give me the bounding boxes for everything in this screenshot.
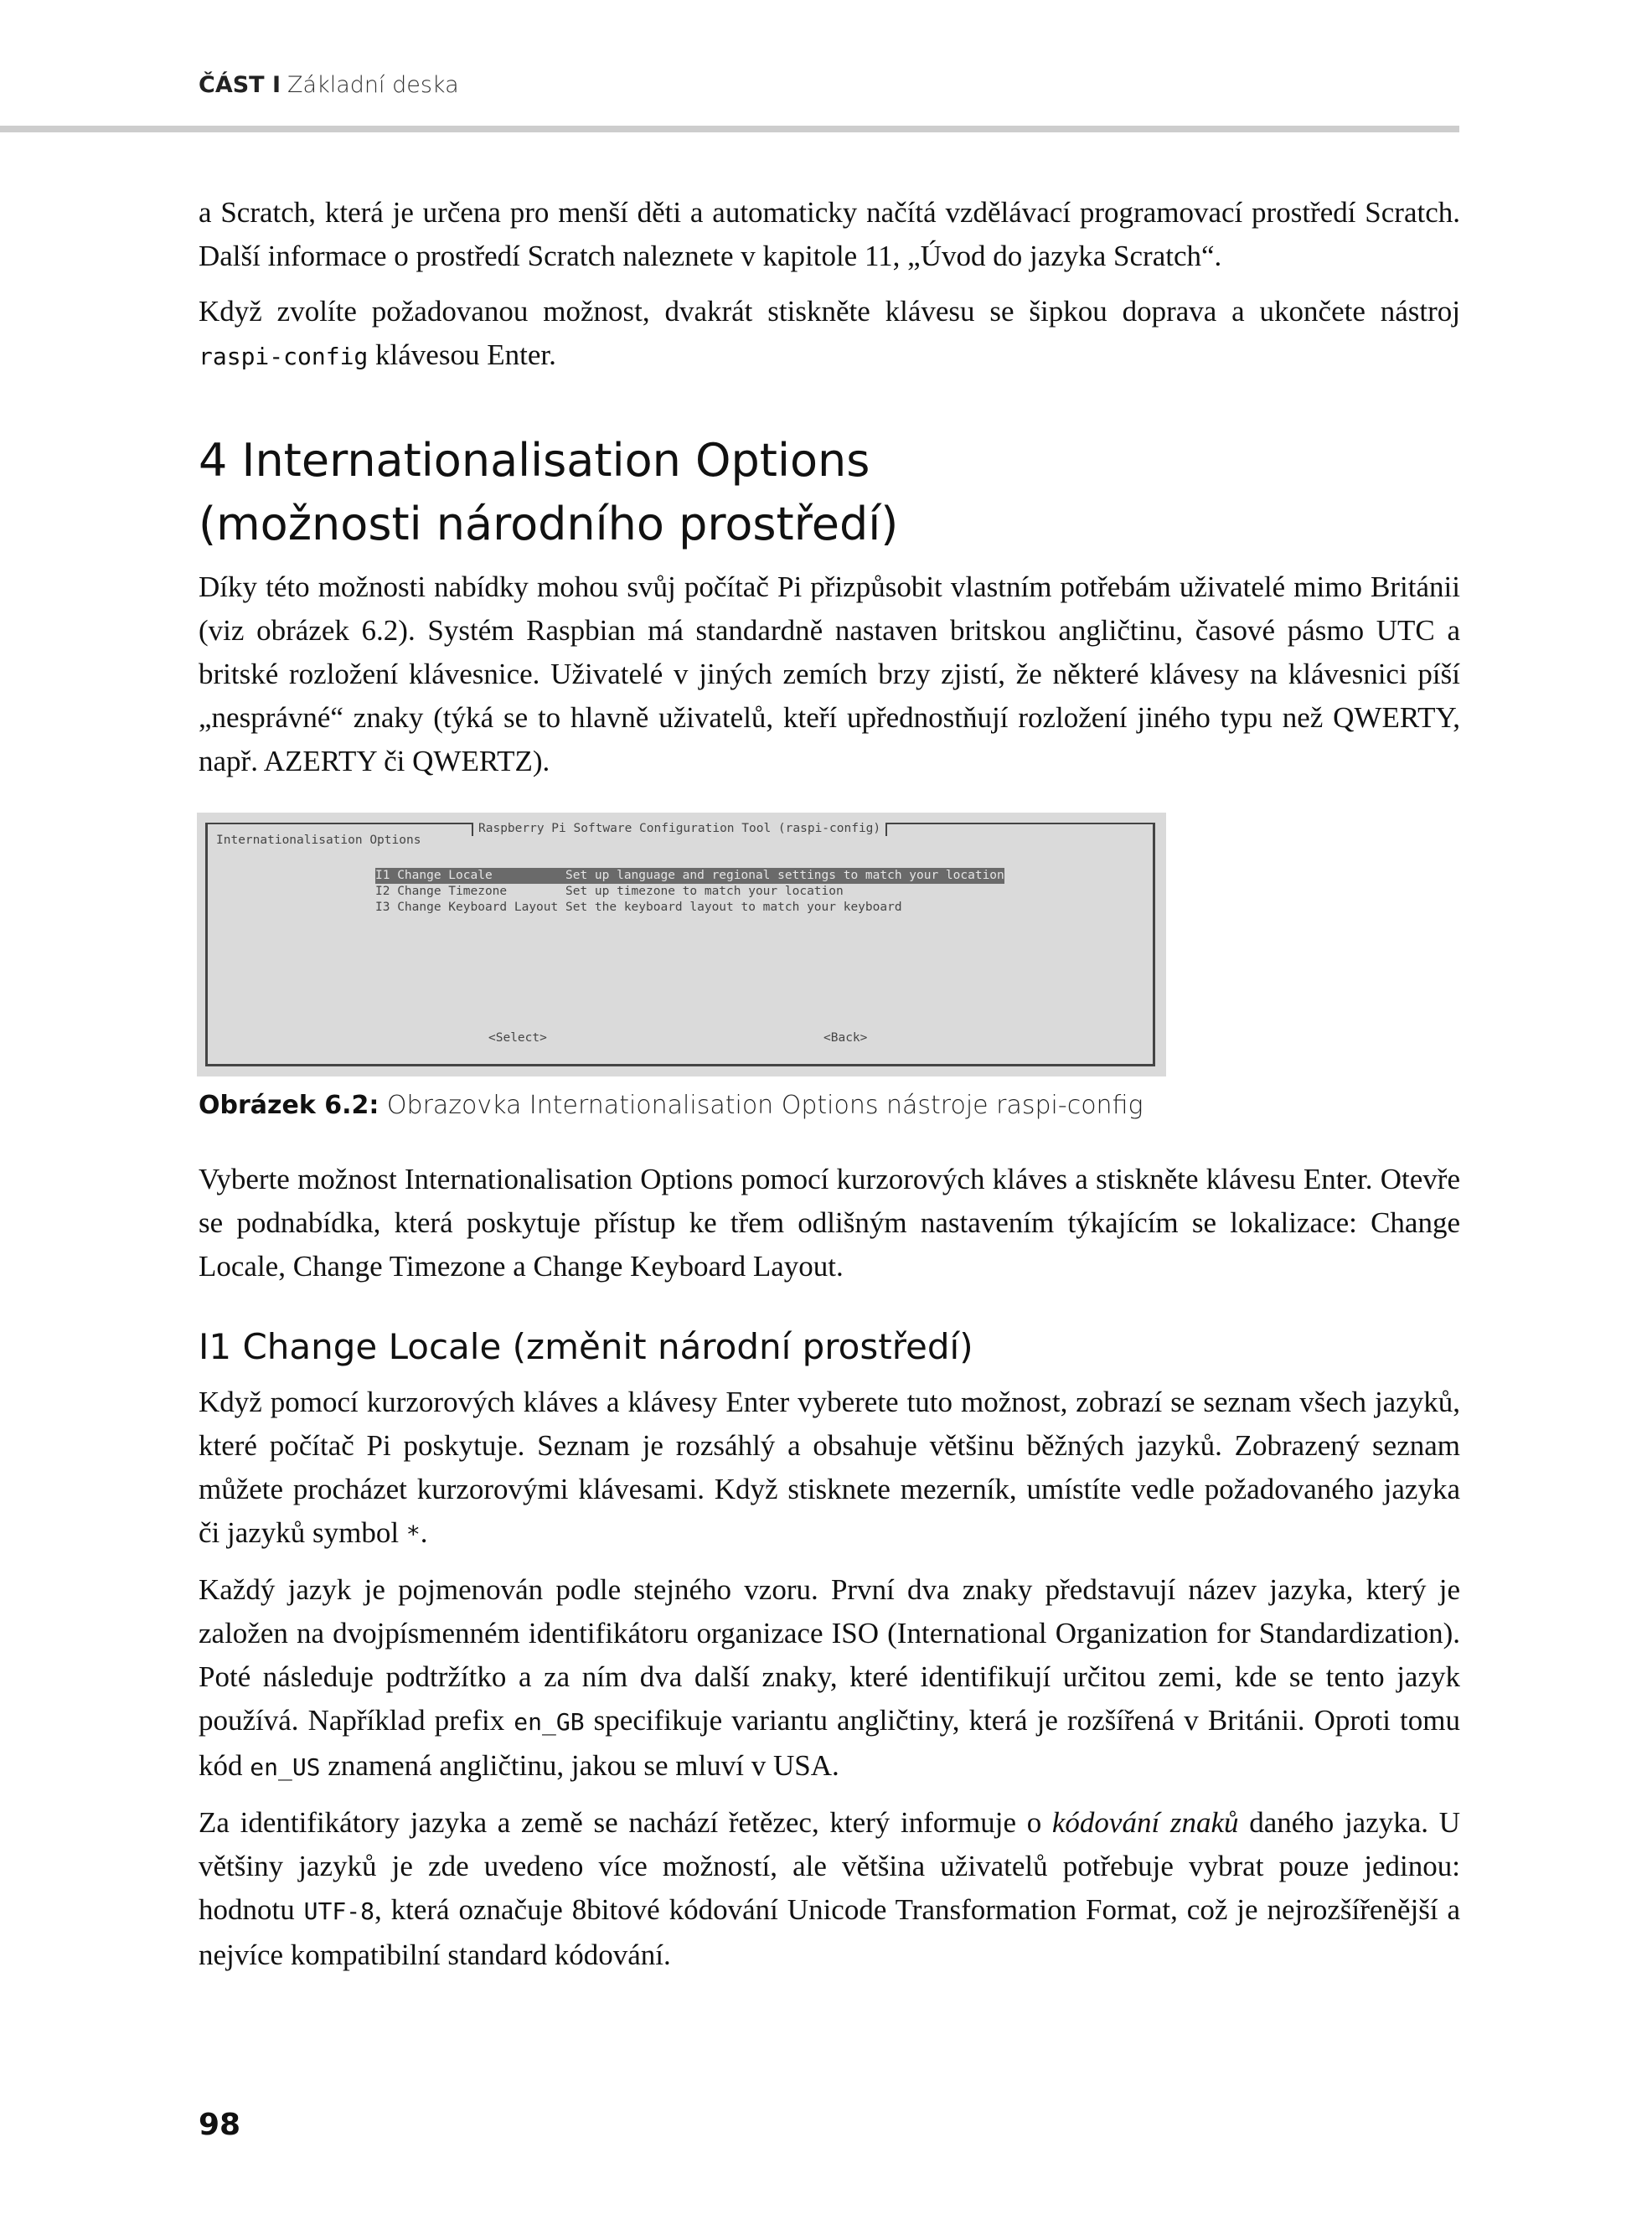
menu-item-change-keyboard-layout[interactable]: I3 Change Keyboard Layout Set the keyboard layout to match your keyboard bbox=[375, 901, 902, 914]
paragraph: Každý jazyk je pojmenován podle stejného vzoru. První dva znaky představují název jazyka, který je založen na dvojpísmenném identifikátoru organizace ISO (International Organization for Standardization). Poté následuje podtržítko a za ním dva další znaky, které identifikují určitou zemi, kde se tento jazyk používá. Například prefix en_GB specifikuje variantu angličtiny, která je rozšířená v Británii. Oproti tomu kód en_US znamená angličtinu, jakou se mluví v USA. bbox=[199, 1573, 1460, 1782]
inline-code: en_US bbox=[250, 1753, 321, 1781]
inline-code: * bbox=[405, 1520, 421, 1548]
inline-code: en_GB bbox=[514, 1708, 585, 1736]
menu-item-change-timezone[interactable]: I2 Change Timezone Set up timezone to match your location bbox=[375, 885, 844, 898]
section-text bbox=[199, 565, 1460, 795]
chapter-title: Základní deska bbox=[287, 72, 459, 98]
paragraph: Díky této možnosti nabídky mohou svůj počítač Pi přizpůsobit vlastním potřebám uživatelé mimo Británii (viz obrázek 6.2). Systém Raspbian má standardně nastaven britskou angličtinu, časové pásmo UTC a britské rozložení klávesnice. Uživatelé v jiných zemích brzy zjistí, že některé klávesy na klávesnici píší „nesprávné“ znaky (týká se to hlavně uživatelů, kteří upřednostňují rozložení jiného typu než QWERTY, např. AZERTY či QWERTZ). bbox=[199, 570, 1460, 777]
section-heading: 4 Internationalisation Options (možnosti národního prostředí) bbox=[199, 434, 899, 550]
select-button[interactable]: <Select> bbox=[488, 1031, 547, 1045]
back-button[interactable]: <Back> bbox=[823, 1031, 868, 1045]
caption-label: Obrázek 6.2: bbox=[199, 1091, 379, 1120]
part-label: ČÁST I bbox=[199, 72, 281, 98]
inline-code: UTF-8 bbox=[303, 1897, 374, 1925]
intro-text bbox=[199, 191, 1460, 390]
caption-text: Obrazovka Internationalisation Options nástroje raspi-config bbox=[379, 1091, 1143, 1120]
paragraph: Za identifikátory jazyka a země se nachází řetězec, který informuje o kódování znaků daného jazyka. U většiny jazyků je zde uvedeno více možností, ale většina uživatelů potřebuje vybrat pouze jedinou: hodnotu UTF-8, která označuje 8bitové kódování Unicode Transformation Format, což je nejrozšířenější a nejvíce kompatibilní standard kódování. bbox=[199, 1806, 1460, 1971]
menu-title: Internationalisation Options bbox=[216, 834, 421, 847]
paragraph: a Scratch, která je určena pro menší děti a automaticky načítá vzdělávací programovací prostředí Scratch. Další informace o prostředí Scratch naleznete v kapitole 11, „Úvod do jazyka Scratch“. bbox=[199, 196, 1460, 272]
window-title: Raspberry Pi Software Configuration Tool (raspi-config) bbox=[472, 823, 887, 836]
raspi-config-screenshot bbox=[197, 813, 1166, 1076]
paragraph: Když zvolíte požadovanou možnost, dvakrát stiskněte klávesu se šipkou doprava a ukončete nástroj raspi-config klávesou Enter. bbox=[199, 295, 1460, 371]
figure-caption bbox=[199, 1091, 1143, 1120]
running-header bbox=[199, 72, 459, 98]
emphasis: kódování znaků bbox=[1051, 1806, 1239, 1839]
after-figure-text bbox=[199, 1158, 1460, 1300]
paragraph: Vyberte možnost Internationalisation Options pomocí kurzorových kláves a stiskněte klávesu Enter. Otevře se podnabídka, která poskytuje přístup ke třem odlišným nastavením týkajícím se lokalizace: Change Locale, Change Timezone a Change Keyboard Layout. bbox=[199, 1163, 1460, 1283]
paragraph: Když pomocí kurzorových kláves a klávesy Enter vyberete tuto možnost, zobrazí se seznam všech jazyků, které počítač Pi poskytuje. Seznam je rozsáhlý a obsahuje většinu běžných jazyků. Zobrazený seznam můžete procházet kurzorovými klávesami. Když stisknete mezerník, umístíte vedle požadovaného jazyka či jazyků symbol *. bbox=[199, 1386, 1460, 1549]
subsection-text bbox=[199, 1381, 1460, 1989]
dialog-frame bbox=[205, 823, 1155, 1066]
inline-code: raspi-config bbox=[199, 343, 369, 370]
subsection-heading: I1 Change Locale (změnit národní prostředí) bbox=[199, 1326, 973, 1367]
header-divider bbox=[0, 126, 1459, 132]
page-number: 98 bbox=[199, 2108, 241, 2142]
menu-item-change-locale[interactable]: I1 Change Locale Set up language and regional settings to match your location bbox=[375, 869, 1004, 882]
